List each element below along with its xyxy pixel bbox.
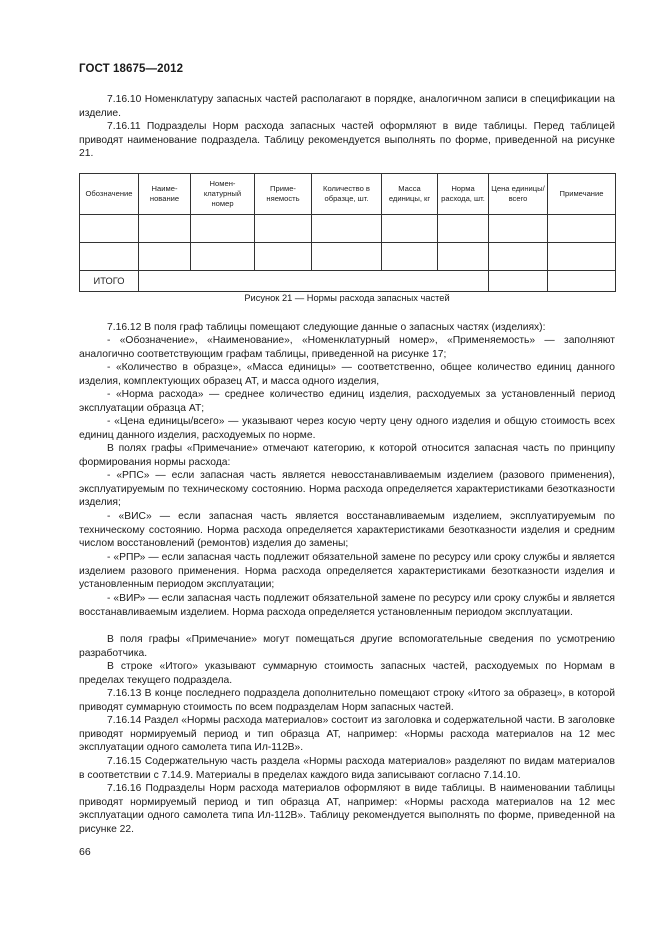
table-cell xyxy=(438,243,489,271)
total-label: ИТОГО xyxy=(80,271,139,292)
table-row xyxy=(80,243,616,271)
spare-parts-table xyxy=(79,173,616,292)
list-item: - «Цена единицы/всего» — указывают через косую черту цену одного изделия и общую стоимость всех единиц данного изделия, расходуемых по норме. xyxy=(79,416,615,441)
table-cell xyxy=(139,243,191,271)
table-cell xyxy=(382,243,438,271)
list-item: - «Количество в образце», «Масса единицы» — соответственно, общее количество единиц данного изделия, комплектующих образец АТ, и масса одного изделия, xyxy=(79,362,615,387)
table-cell xyxy=(312,243,382,271)
paragraph-note-categories: В полях графы «Примечание» отмечают категорию, к которой относится запасная часть по принципу формирования нормы расхода: xyxy=(79,443,615,468)
table-cell xyxy=(548,215,616,243)
paragraph-7-16-15: 7.16.15 Содержательную часть раздела «Нормы расхода материалов» разделяют по видам материалов в соответствии с 7.14.9. Материалы в пределах каждого вида записывают согласно 7.14.10. xyxy=(79,756,615,781)
list-item: - «Норма расхода» — среднее количество единиц изделия, расходуемых за установленный период эксплуатации образца АТ; xyxy=(79,389,615,414)
paragraph-7-16-10: 7.16.10 Номенклатуру запасных частей располагают в порядке, аналогичном записи в спецификации на изделие. xyxy=(79,94,615,119)
total-note-cell xyxy=(548,271,616,292)
table-cell xyxy=(489,243,548,271)
col-header-unit-mass: Масса единицы, кг xyxy=(382,174,438,215)
col-header-note: Примечание xyxy=(548,174,616,215)
paragraph-itogo: В строке «Итого» указывают суммарную стоимость запасных частей, расходуемых по Нормам в пределах текущего подраздела. xyxy=(79,661,615,686)
col-header-item-number: Номенклатурный номер xyxy=(191,174,255,215)
col-header-price: Цена единицы/ всего xyxy=(489,174,548,215)
col-header-quantity: Количество в образце, шт. xyxy=(312,174,382,215)
table-cell xyxy=(80,215,139,243)
table-cell xyxy=(191,243,255,271)
list-item: - «ВИР» — если запасная часть подлежит обязательной замене по ресурсу или сроку службы и является восстанавливаемым изделием. Норма расхода определяется установленным периодом эксплуатации. xyxy=(79,593,615,618)
paragraph-7-16-14: 7.16.14 Раздел «Нормы расхода материалов» состоит из заголовка и содержательной части. В заголовке приводят нормируемый период и тип образца АТ, например: «Нормы расхода материалов на 12 мес эксплуатации одного самолета типа Ил-112В». xyxy=(79,715,615,753)
table-cell xyxy=(139,215,191,243)
col-header-name: Наименование xyxy=(139,174,191,215)
paragraph-7-16-12: 7.16.12 В поля граф таблицы помещают следующие данные о запасных частях (изделиях): xyxy=(107,322,546,333)
table-cell xyxy=(312,215,382,243)
table-cell xyxy=(80,243,139,271)
total-merged-cell xyxy=(139,271,489,292)
table-cell xyxy=(438,215,489,243)
table-total-row xyxy=(80,271,616,292)
table-header-row xyxy=(80,174,616,215)
table-cell xyxy=(548,243,616,271)
table-cell xyxy=(255,215,312,243)
document-header: ГОСТ 18675—2012 xyxy=(79,63,184,75)
list-item: - «ВИС» — если запасная часть является восстанавливаемым изделием, эксплуатируемым по техническому состоянию. Норма расхода определяется характеристиками безотказности изделия и средним числом восстановлений (ремонтов) изделия до замены; xyxy=(79,511,615,549)
table-cell xyxy=(255,243,312,271)
table-cell xyxy=(382,215,438,243)
paragraph-note-extra: В поля графы «Примечание» могут помещаться другие вспомогательные сведения по усмотрению разработчика. xyxy=(79,634,615,659)
figure-caption: Рисунок 21 — Нормы расхода запасных частей xyxy=(244,293,450,303)
col-header-designation: Обозначение xyxy=(80,174,139,215)
paragraph-7-16-16: 7.16.16 Подразделы Норм расхода материалов оформляют в виде таблицы. В наименовании таблицы приводят нормируемый период и тип образца АТ, например: «Нормы расхода материалов на 12 мес эксплуатации одного самолета типа Ил-112В». Таблицу рекомендуется выполнять по форме, приведенной на рисунке 22. xyxy=(79,783,615,835)
page-number: 66 xyxy=(79,846,91,858)
total-price-cell xyxy=(489,271,548,292)
paragraph-7-16-11: 7.16.11 Подразделы Норм расхода запасных частей оформляют в виде таблицы. Перед таблицей приводят наименование подраздела. Таблицу рекомендуется выполнять по форме, приведенной на рисунке 21. xyxy=(79,121,615,159)
table-row xyxy=(80,215,616,243)
col-header-consumption-rate: Норма расхода, шт. xyxy=(438,174,489,215)
table-cell xyxy=(191,215,255,243)
list-item: - «Обозначение», «Наименование», «Номенклатурный номер», «Применяемость» — заполняют аналогично соответствующим графам таблицы, приведенной на рисунке 17; xyxy=(79,335,615,360)
list-item: - «РПР» — если запасная часть подлежит обязательной замене по ресурсу или сроку службы и является изделием разового применения. Норма расхода определяется характеристиками безотказности изделия и установленным периодом эксплуатации; xyxy=(79,552,615,590)
paragraph-7-16-13: 7.16.13 В конце последнего подраздела дополнительно помещают строку «Итого за образец», в которой приводят суммарную стоимость по всем подразделам Норм запасных частей. xyxy=(79,688,615,713)
table-cell xyxy=(489,215,548,243)
list-item: - «РПС» — если запасная часть является невосстанавливаемым изделием (разового применения), эксплуатируемым по техническому состоянию. Норма расхода определяется характеристиками безотказности изделия; xyxy=(79,470,615,508)
col-header-applicability: Применяемость xyxy=(255,174,312,215)
